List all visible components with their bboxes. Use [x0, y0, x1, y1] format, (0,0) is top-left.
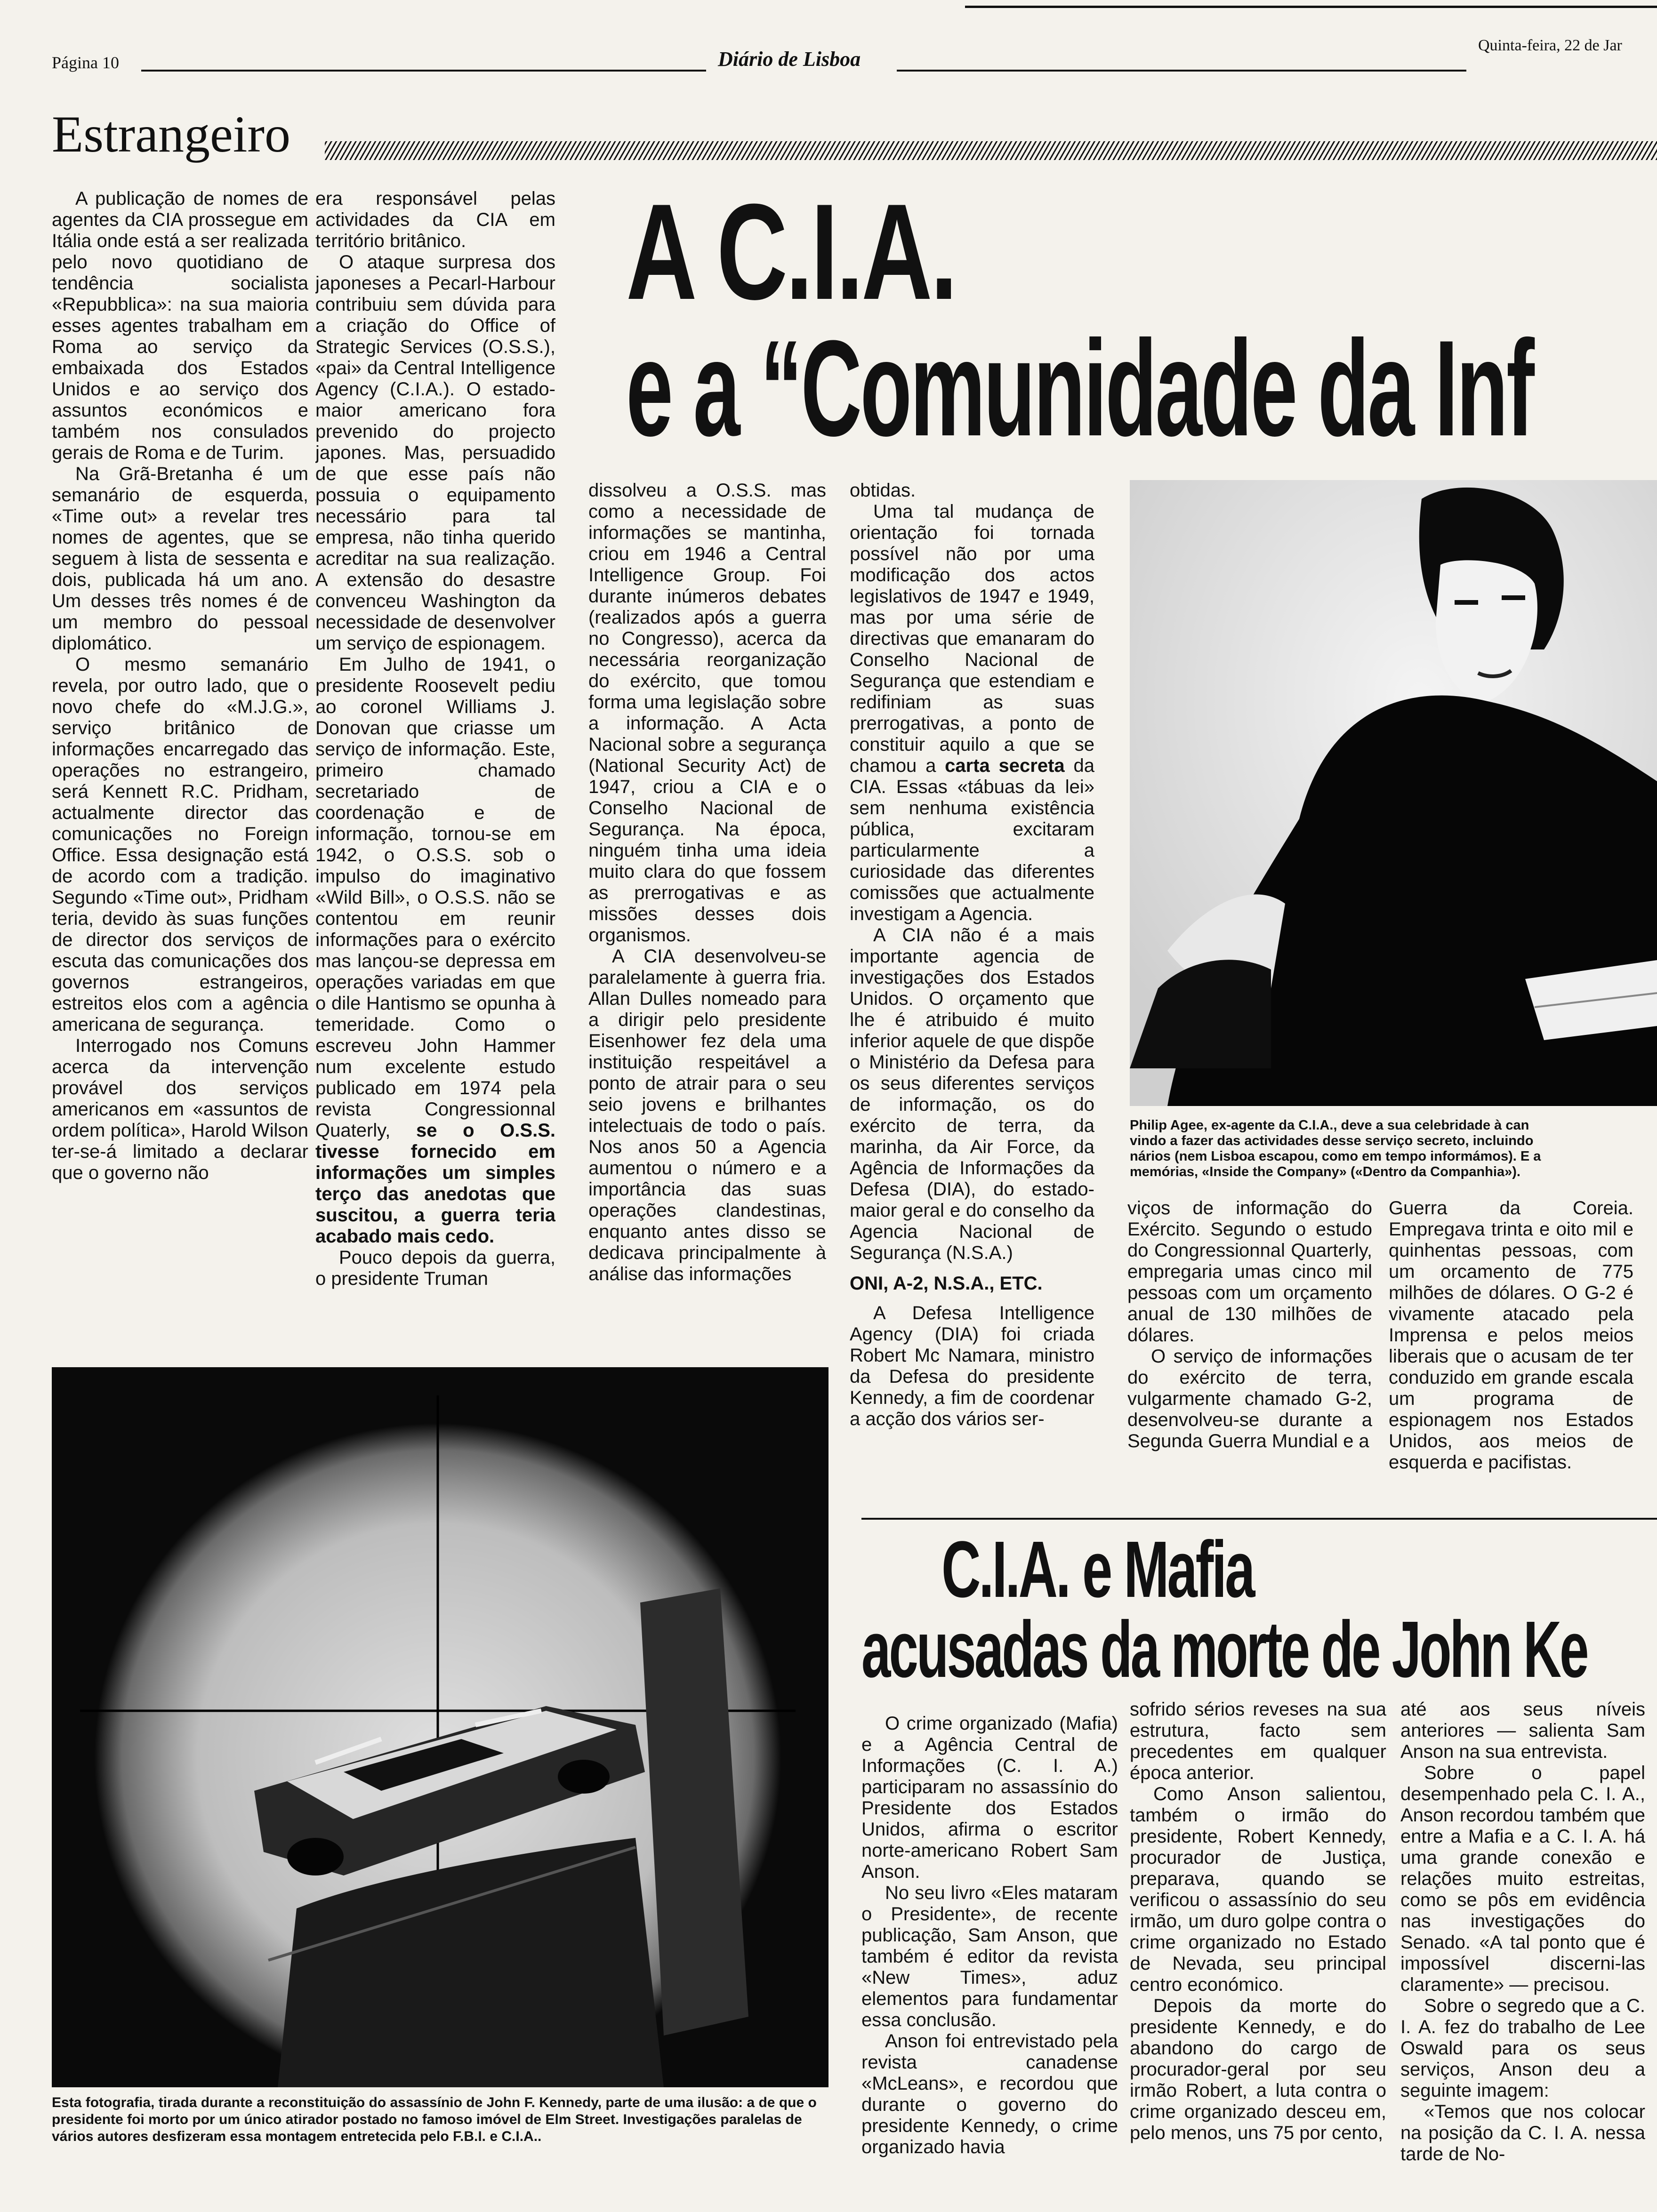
- issue-date: Quinta-feira, 22 de Jar: [1478, 37, 1622, 54]
- cia-column-4: [850, 480, 1094, 1515]
- cia-paragraph: obtidas.: [850, 480, 916, 501]
- cia-paragraph: O ataque surpresa dos japoneses a Pecarl-Harbour contribuiu sem dúvida para a criação do Office of Strategic Services (O.S.S.), «pai» da Central Intelligence Agency (C.I.A.). O estado-maior americano fora prevenido do projecto japones. Mas, persuadido de que esse país não possuia o equipamento necessário para tal empresa, não tinha querido acreditar na sua realização. A extensão do desastre convenceu Washington da necessidade de desenvolver um serviço de espionagem.: [315, 252, 555, 654]
- cia-column-2: [315, 188, 555, 1346]
- top-border: [965, 6, 1657, 8]
- cia-text: Em Julho de 1941, o presidente Roosevelt pediu ao coronel Williams J. Donovan que criasse um serviço de informação. Este, primeiro chamado secretariado de coordenação e de informação, tornou-se em 1942, o O.S.S. sob o impulso do imaginativo «Wild Bill», o O.S.S. não se contentou em reunir informações para o exército mas lançou-se depressa em operações variadas em que o dile Hantismo se opunha à temeridade. Como o escreveu John Hammer num excelente estudo publicado em 1974 pela revista Congressionnal Quaterly,: [315, 654, 555, 1141]
- mafia-column-2: [1130, 1699, 1386, 2188]
- cia-paragraph: A CIA não é a mais importante agencia de investigações dos Estados Unidos. O orçamento que lhe é atribuido é muito inferior aquele de que dispõe o Ministério da Defesa para os seus diferentes serviços de informação, os do exército de terra, da marinha, da Air Force, da Agência de Informações da Defesa (DIA), do estado-maior geral e do conselho da Agencia Nacional de Segurança (N.S.A.): [850, 925, 1094, 1263]
- mafia-paragraph: Anson foi entrevistado pela revista canadense «McLeans», e recordou que durante o governo do presidente Kennedy, o crime organizado havia: [861, 2031, 1118, 2157]
- page-number: Página 10: [52, 53, 119, 72]
- header-rule-right: [897, 70, 1466, 72]
- mafia-headline-line1: C.I.A. e Mafia: [941, 1525, 1254, 1614]
- photo-kennedy-caption: Esta fotografia, tirada durante a reconstituição do assassínio de John F. Kennedy, parte de uma ilusão: a de que o presidente foi morto por um único atirador postado no famoso imóvel de Elm Street. Investigações paralelas de vários autores desfizeram essa montagem entretecida pelo F.B.I. e C.I.A..: [52, 2095, 817, 2144]
- mafia-column-1: [861, 1713, 1118, 2188]
- cia-column-6: [1389, 1198, 1633, 1504]
- mafia-paragraph: «Temos que nos colocar na posição da C. I. A. nessa tarde de No-: [1400, 2101, 1645, 2164]
- cia-text: da CIA. Essas «tábuas da lei» sem nenhuma existência pública, excitaram particularmente a curiosidade das diferentes comissões que actualmente investigam a Agencia.: [850, 755, 1094, 924]
- masthead: Diário de Lisboa: [718, 48, 861, 71]
- section-hatch-rule: [325, 141, 1657, 160]
- cia-bold-term: carta secreta: [945, 755, 1065, 776]
- cia-paragraph: O serviço de informações do exército de terra, vulgarmente chamado G-2, desenvolveu-se durante a Segunda Guerra Mundial e a: [1127, 1346, 1372, 1451]
- cia-column-5: [1127, 1198, 1372, 1504]
- cia-headline-line1: A C.I.A.: [626, 176, 956, 328]
- cia-subheading: ONI, A-2, N.S.A., ETC.: [850, 1273, 1043, 1294]
- cia-paragraph: dissolveu a O.S.S. mas como a necessidade de informações se mantinha, criou em 1946 a Central Intelligence Group. Foi durante inúmeros debates (realizados após a guerra no Congresso), acerca da necessária reorganização do exército, que tomou forma uma legislação sobre a informação. A Acta Nacional sobre a segurança (National Security Act) de 1947, criou a CIA e o Conselho Nacional de Segurança. Na época, ninguém tinha uma ideia muito clara do que fossem as prerrogativas e as missões desses dois organismos.: [588, 480, 826, 946]
- photo-philip-agee: [1130, 480, 1657, 1106]
- caption-line: nários (nem Lisboa escapou, como em tempo informámos). E a: [1130, 1149, 1541, 1164]
- cia-text: Uma tal mudança de orientação foi tornada possível não por uma modificação dos actos legislativos de 1947 e 1949, mas por uma série de directivas que emanaram do Conselho Nacional de Segurança que estendiam e redifiniam as suas prerrogativas, a ponto de constituir aquilo a que se chamou a: [850, 501, 1094, 776]
- caption-line: vindo a fazer das actividades desse serviço secreto, incluindo: [1130, 1133, 1534, 1148]
- caption-line: Philip Agee, ex-agente da C.I.A., deve a sua celebridade à can: [1130, 1118, 1529, 1133]
- cia-paragraph: era responsável pelas actividades da CIA em território britânico.: [315, 188, 555, 251]
- cia-paragraph: Guerra da Coreia. Empregava trinta e oito mil e quinhentas pessoas, com um orcamento de 775 milhões de dólares. O G-2 é vivamente atacado pela Imprensa e pelos meios liberais que o acusam de ter conduzido em grande escala um programa de espionagem nos Estados Unidos, aos meios de esquerda e pacifistas.: [1389, 1198, 1633, 1473]
- cia-paragraph: [315, 654, 555, 1247]
- cia-headline-line2: e a “Comunidade da Inf: [626, 312, 1533, 465]
- intro-column-1: [52, 188, 308, 1346]
- cia-column-3: [588, 480, 826, 1346]
- cia-paragraph: [850, 501, 1094, 925]
- cia-paragraph: viços de informação do Exército. Segundo o estudo do Congressionnal Quarterly, empregaria umas cinco mil pessoas com um orçamento anual de 130 milhões de dólares.: [1127, 1198, 1372, 1346]
- photo-agee-image: [1130, 480, 1657, 1106]
- mafia-paragraph: No seu livro «Eles mataram o Presidente», de recente publicação, Sam Anson, que também é editor da revista «New Times», aduz elementos para fundamentar essa conclusão.: [861, 1883, 1118, 2030]
- cia-paragraph: A Defesa Intelligence Agency (DIA) foi criada Robert Mc Namara, ministro da Defesa do presidente Kennedy, a fim de coordenar a acção dos vários ser-: [850, 1303, 1094, 1429]
- mafia-paragraph: sofrido sérios reveses na sua estrutura, facto sem precedentes em qualquer época anterior.: [1130, 1699, 1386, 1783]
- photo-agee-caption: [1130, 1118, 1657, 1180]
- section-title: Estrangeiro: [52, 105, 291, 163]
- cia-bold-quote: se o O.S.S. tivesse fornecido em informações um simples terço das anedotas que suscitou, a guerra teria acabado mais cedo.: [315, 1120, 555, 1247]
- intro-paragraph: O mesmo semanário revela, por outro lado, que o novo chefe do «M.J.G.», serviço britânico de informações encarregado das operações no estrangeiro, será Kennett R.C. Pridham, actualmente director das comunicações no Foreign Office. Essa designação está de acordo com a tradição. Segundo «Time out», Pridham teria, devido às suas funções de director dos serviços de escuta das comunicações dos governos estrangeiros, estreitos elos com a agência americana de segurança.: [52, 654, 308, 1035]
- cia-paragraph: A CIA desenvolveu-se paralelamente à guerra fria. Allan Dulles nomeado para a dirigir pelo presidente Eisenhower fez dela uma instituição respeitável a ponto de atrair para o seu seio jovens e brilhantes intelectuais de todo o país. Nos anos 50 a Agencia aumentou o número e a importância das suas operações clandestinas, enquanto antes disso se dedicava principalmente à análise das informações: [588, 946, 826, 1284]
- intro-paragraph: Interrogado nos Comuns acerca da intervenção provável dos serviços americanos em «assuntos de ordem política», Harold Wilson ter-se-á limitado a declarar que o governo não: [52, 1035, 308, 1183]
- mafia-headline-line2: acusadas da morte de John Ke: [861, 1605, 1587, 1694]
- cia-paragraph: Pouco depois da guerra, o presidente Truman: [315, 1247, 555, 1289]
- header-rule-left: [141, 70, 706, 72]
- mafia-top-rule: [861, 1518, 1657, 1520]
- mafia-paragraph: Sobre o papel desempenhado pela C. I. A., Anson recordou também que entre a Mafia e a C. I. A. há uma grande conexão e relações muito estreitas, como se pôs em evidência nas investigações do Senado. «A tal ponto que é impossível discerni-las claramente» — precisou.: [1400, 1763, 1645, 1995]
- mafia-paragraph: O crime organizado (Mafia) e a Agência Central de Informações (C. I. A.) participaram no assassínio do Presidente dos Estados Unidos, afirma o escritor norte-americano Robert Sam Anson.: [861, 1713, 1118, 1882]
- mafia-column-3: [1400, 1699, 1645, 2188]
- intro-paragraph: A publicação de nomes de agentes da CIA prossegue em Itália onde está a ser realizada pelo novo quotidiano de tendência socialista «Repubblica»: na sua maioria esses agentes trabalham em Roma ao serviço da embaixada dos Estados Unidos e ao serviço dos assuntos económicos e também nos consulados gerais de Roma e de Turim.: [52, 188, 308, 463]
- photo-kennedy-image: [52, 1367, 828, 2087]
- intro-paragraph: Na Grã-Bretanha é um semanário de esquerda, «Time out» a revelar tres nomes de agentes, que se seguem à lista de sessenta e dois, publicada há um ano. Um desses três nomes é de um membro do pessoal diplomático.: [52, 464, 308, 654]
- mafia-paragraph: até aos seus níveis anteriores — salienta Sam Anson na sua entrevista.: [1400, 1699, 1645, 1762]
- mafia-paragraph: Sobre o segredo que a C. I. A. fez do trabalho de Lee Oswald para os seus serviços, Anson deu a seguinte imagem:: [1400, 1996, 1645, 2101]
- mafia-paragraph: Como Anson salientou, também o irmão do presidente, Robert Kennedy, procurador de Justiça, preparava, quando se verificou o assassínio do seu irmão, um duro golpe contra o crime organizado no Estado de Nevada, seu principal centro económico.: [1130, 1784, 1386, 1995]
- caption-line: memórias, «Inside the Company» («Dentro da Companhia»).: [1130, 1164, 1520, 1179]
- photo-kennedy-reconstruction: [52, 1367, 828, 2087]
- mafia-paragraph: Depois da morte do presidente Kennedy, e do abandono do cargo de procurador-geral por seu irmão Robert, a luta contra o crime organizado desceu em, pelo menos, uns 75 por cento,: [1130, 1996, 1386, 2143]
